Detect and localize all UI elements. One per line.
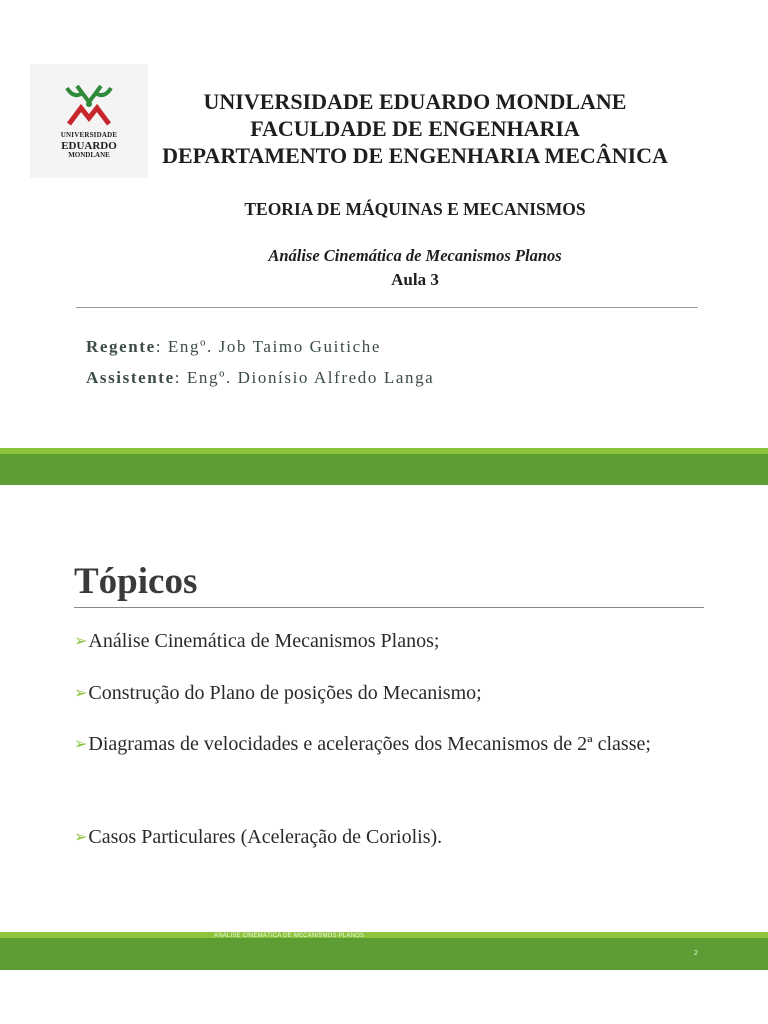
page-number: 2: [694, 950, 698, 957]
university-logo: [30, 64, 148, 178]
logo-text-line: MONDLANE: [68, 151, 110, 159]
topic-text: Construção do Plano de posições do Mecanismo;: [88, 682, 482, 704]
lecture-title: Análise Cinemática de Mecanismos Planos: [268, 246, 562, 265]
lecture-number: Aula 3: [391, 270, 439, 289]
slide-footer-band: [0, 454, 768, 485]
topic-text: Casos Particulares (Aceleração de Coriolis).: [88, 826, 443, 848]
topic-text: Análise Cinemática de Mecanismos Planos;: [88, 630, 440, 652]
regente-name: : Engº. Job Taimo Guitiche: [155, 337, 381, 356]
green-arrowhead-icon: ➢: [74, 633, 88, 650]
faculty-name: FACULDADE DE ENGENHARIA: [250, 116, 580, 141]
topic-item: [74, 724, 694, 766]
divider: [74, 607, 704, 608]
course-title: TEORIA DE MÁQUINAS E MECANISMOS: [244, 199, 586, 219]
title-slide: [0, 0, 768, 448]
logo-text-line: EDUARDO: [61, 140, 117, 152]
topic-text: Diagramas de velocidades e acelerações dos Mecanismos de 2ª classe;: [88, 733, 651, 755]
assistente-line: [86, 368, 434, 388]
topics-heading: Tópicos: [74, 561, 198, 602]
green-arrowhead-icon: ➢: [74, 736, 88, 753]
green-arrowhead-icon: ➢: [74, 685, 88, 702]
university-name: UNIVERSIDADE EDUARDO MONDLANE: [203, 89, 627, 114]
topic-item: [74, 621, 694, 663]
department-name: DEPARTAMENTO DE ENGENHARIA MECÂNICA: [162, 143, 668, 168]
topic-item: [74, 817, 694, 859]
divider: [76, 307, 698, 308]
logo-text-line: UNIVERSIDADE: [60, 131, 118, 139]
slide-footer-band: [0, 938, 768, 970]
regente-line: [86, 337, 381, 357]
assistente-name: : Engº. Dionísio Alfredo Langa: [174, 368, 435, 387]
green-arrowhead-icon: ➢: [74, 829, 88, 846]
uem-emblem-icon: [63, 84, 115, 128]
topic-item: [74, 673, 694, 715]
assistente-label: Assistente: [86, 368, 175, 387]
institution-heading: [140, 88, 690, 169]
regente-label: Regente: [86, 337, 156, 356]
footer-title: ANÁLISE CINEMÁTICA DE MECANISMOS PLANOS: [214, 933, 365, 939]
